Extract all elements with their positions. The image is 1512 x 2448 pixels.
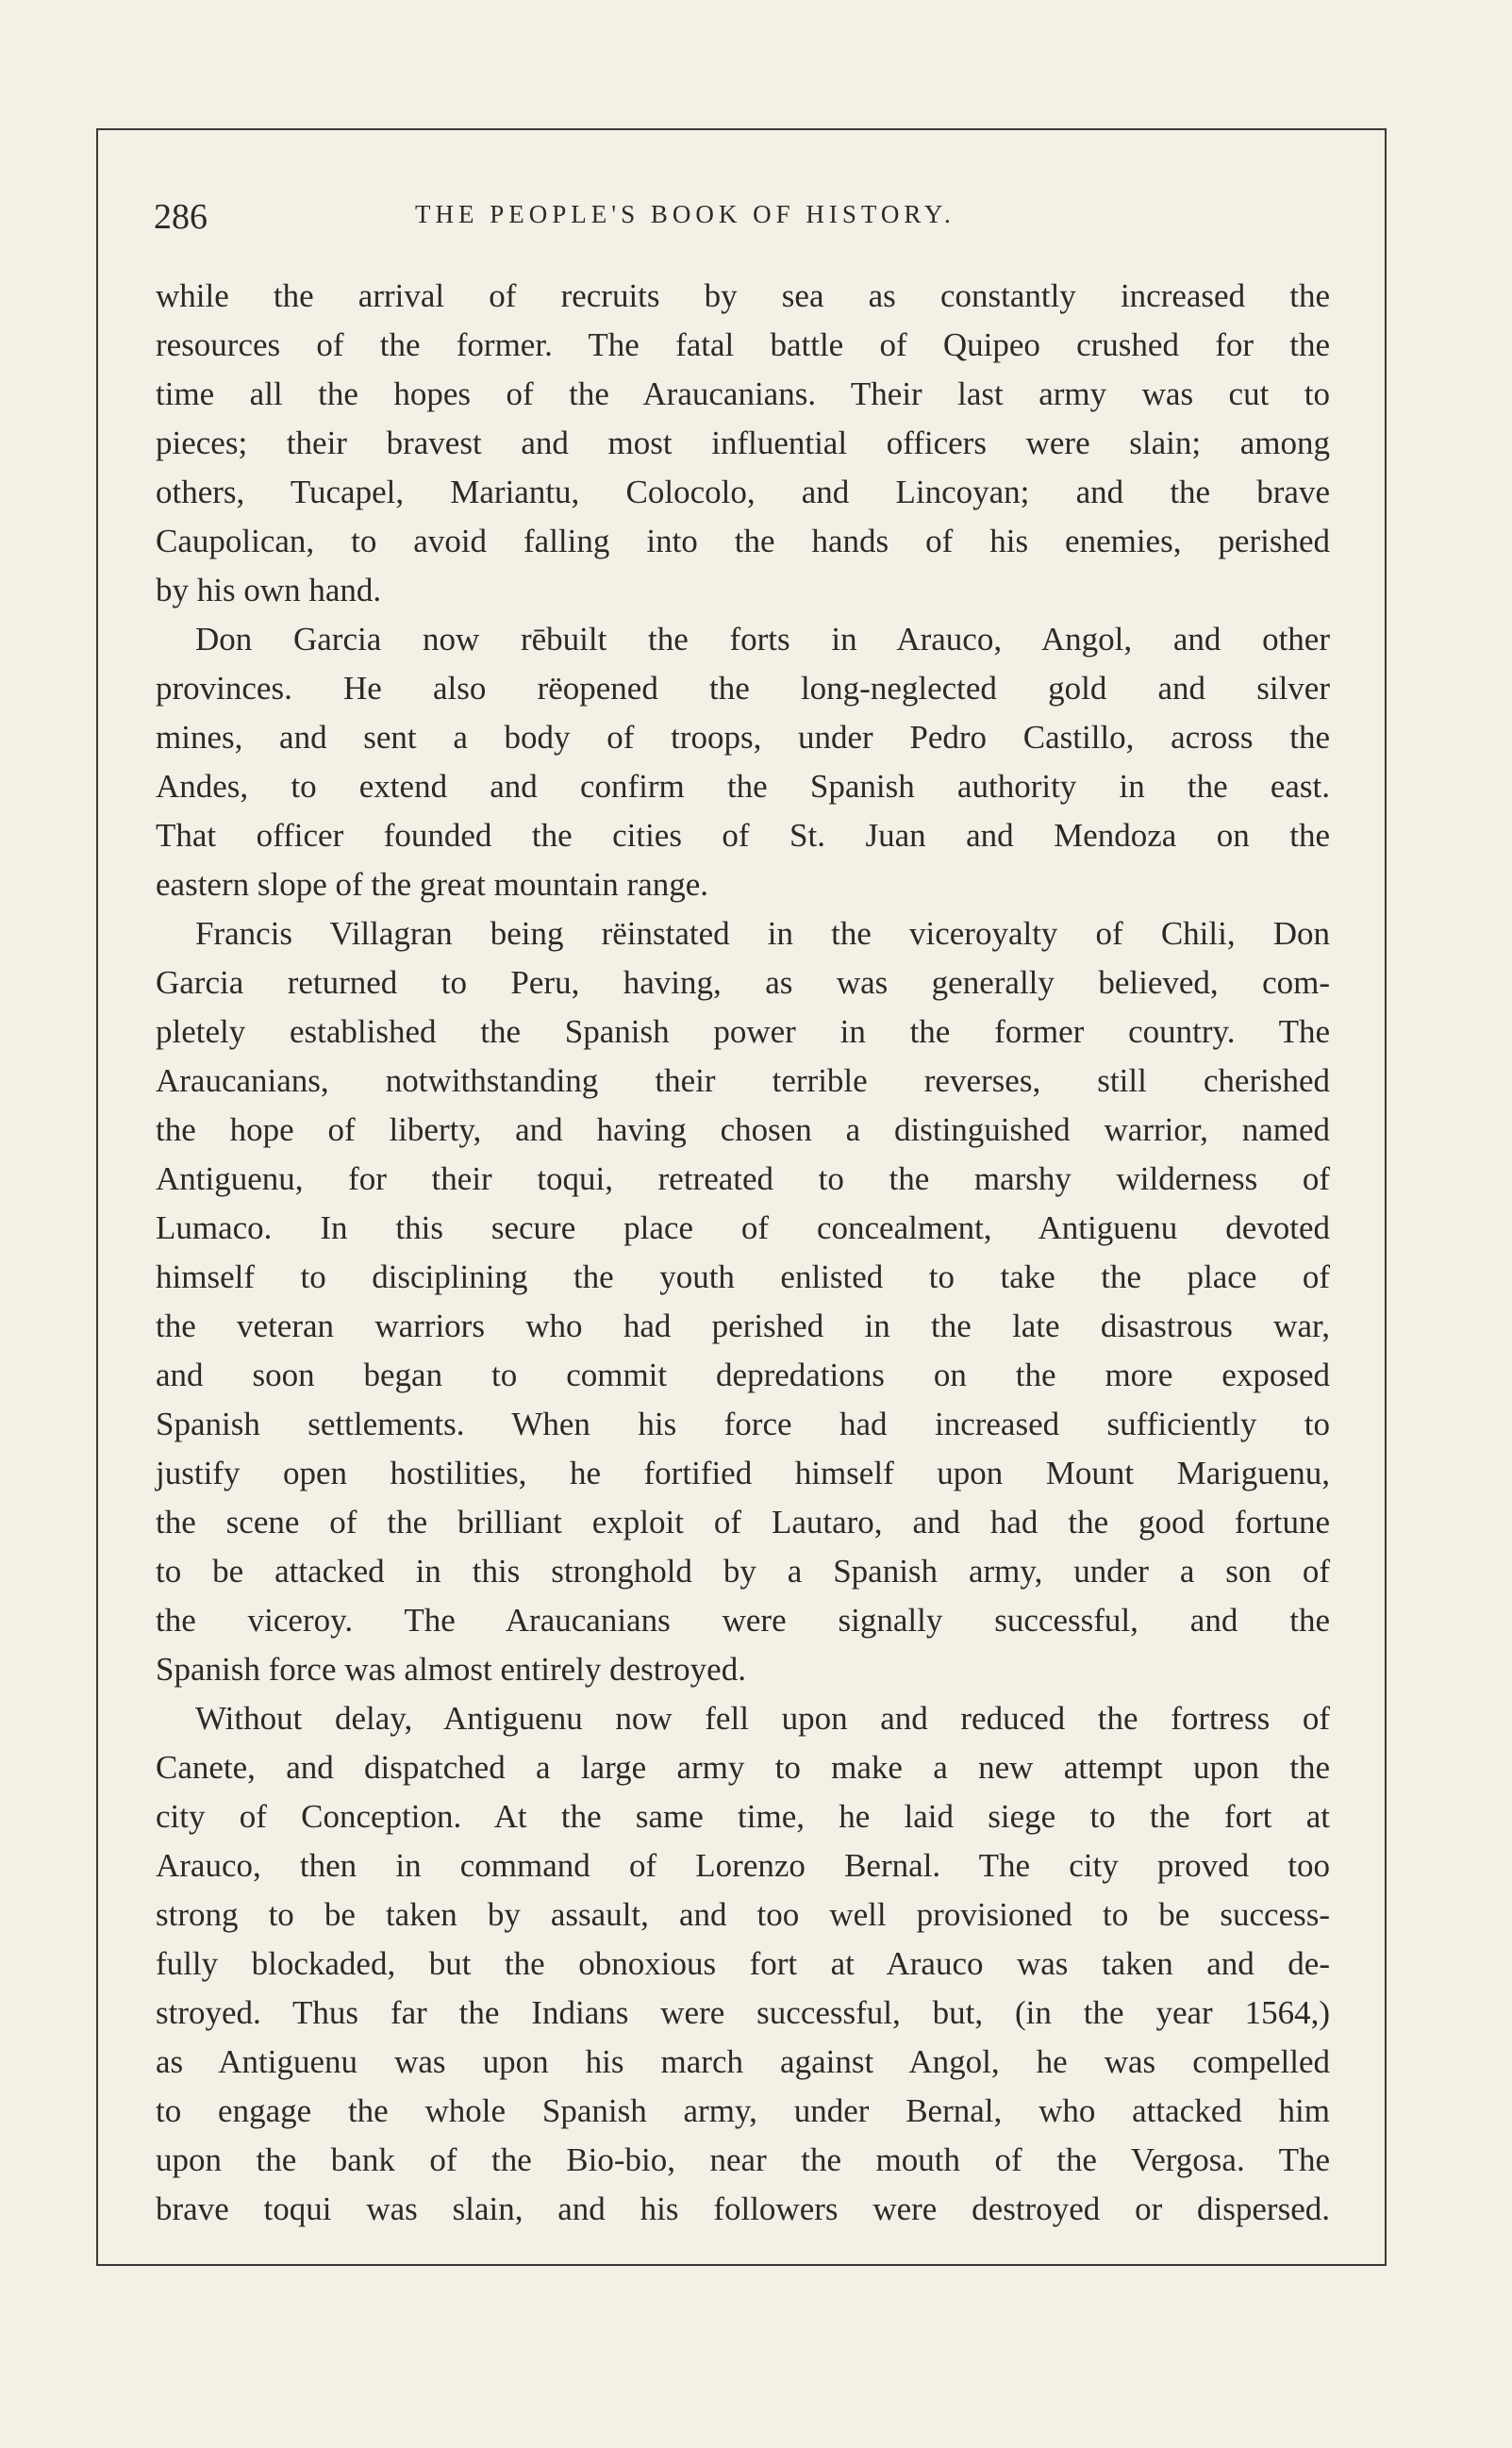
text-line: stroyed. Thus far the Indians were successful, but, (in the year 1564,) bbox=[156, 1994, 1330, 2031]
text-line: justify open hostilities, he fortified himself upon Mount Mariguenu, bbox=[156, 1455, 1330, 1491]
text-line: brave toqui was slain, and his followers were destroyed or dispersed. bbox=[156, 2190, 1330, 2227]
text-line: himself to disciplining the youth enlisted to take the place of bbox=[156, 1258, 1330, 1295]
text-line: resources of the former. The fatal battle of Quipeo crushed for the bbox=[156, 326, 1330, 363]
text-line: Araucanians, notwithstanding their terrible reverses, still cherished bbox=[156, 1062, 1330, 1099]
text-line: fully blockaded, but the obnoxious fort at Arauco was taken and de- bbox=[156, 1945, 1330, 1982]
text-line: Antiguenu, for their toqui, retreated to the marshy wilderness of bbox=[156, 1160, 1330, 1197]
text-line: to be attacked in this stronghold by a Spanish army, under a son of bbox=[156, 1553, 1330, 1590]
page-number: 286 bbox=[154, 197, 208, 237]
text-line: pletely established the Spanish power in the former country. The bbox=[156, 1013, 1330, 1050]
text-line: That officer founded the cities of St. Juan and Mendoza on the bbox=[156, 817, 1330, 854]
text-line: Caupolican, to avoid falling into the hands of his enemies, perished bbox=[156, 523, 1330, 559]
text-line: Lumaco. In this secure place of concealment, Antiguenu devoted bbox=[156, 1209, 1330, 1246]
text-line: while the arrival of recruits by sea as constantly increased the bbox=[156, 277, 1330, 314]
text-line: to engage the whole Spanish army, under Bernal, who attacked him bbox=[156, 2092, 1330, 2129]
text-line: the hope of liberty, and having chosen a distinguished warrior, named bbox=[156, 1111, 1330, 1148]
text-line: Without delay, Antiguenu now fell upon and reduced the fortress of bbox=[195, 1700, 1330, 1737]
text-line: others, Tucapel, Mariantu, Colocolo, and Lincoyan; and the brave bbox=[156, 474, 1330, 510]
text-line: the veteran warriors who had perished in the late disastrous war, bbox=[156, 1307, 1330, 1344]
text-line: Arauco, then in command of Lorenzo Bernal. The city proved too bbox=[156, 1847, 1330, 1884]
text-line: strong to be taken by assault, and too well provisioned to be success- bbox=[156, 1896, 1330, 1933]
text-line: upon the bank of the Bio-bio, near the mouth of the Vergosa. The bbox=[156, 2141, 1330, 2178]
text-line: Andes, to extend and confirm the Spanish authority in the east. bbox=[156, 768, 1330, 805]
text-line: provinces. He also rëopened the long-neglected gold and silver bbox=[156, 670, 1330, 707]
text-line: as Antiguenu was upon his march against Angol, he was compelled bbox=[156, 2043, 1330, 2080]
text-line: city of Conception. At the same time, he laid siege to the fort at bbox=[156, 1798, 1330, 1835]
text-line: eastern slope of the great mountain range. bbox=[156, 866, 709, 903]
text-line: pieces; their bravest and most influential officers were slain; among bbox=[156, 425, 1330, 461]
text-line: mines, and sent a body of troops, under Pedro Castillo, across the bbox=[156, 719, 1330, 756]
running-title: THE PEOPLE'S BOOK OF HISTORY. bbox=[415, 200, 955, 228]
text-line: Garcia returned to Peru, having, as was generally believed, com- bbox=[156, 964, 1330, 1001]
text-line: Spanish force was almost entirely destroyed. bbox=[156, 1651, 746, 1688]
text-line: and soon began to commit depredations on the more exposed bbox=[156, 1357, 1330, 1393]
text-line: time all the hopes of the Araucanians. Their last army was cut to bbox=[156, 375, 1330, 412]
text-line: the scene of the brilliant exploit of Lautaro, and had the good fortune bbox=[156, 1504, 1330, 1540]
text-line: Spanish settlements. When his force had increased sufficiently to bbox=[156, 1406, 1330, 1442]
text-line: the viceroy. The Araucanians were signally successful, and the bbox=[156, 1602, 1330, 1639]
text-line: by his own hand. bbox=[156, 572, 382, 608]
text-line: Canete, and dispatched a large army to make a new attempt upon the bbox=[156, 1749, 1330, 1786]
text-line: Francis Villagran being rëinstated in the viceroyalty of Chili, Don bbox=[195, 915, 1330, 952]
body-text bbox=[156, 272, 1330, 2234]
text-line: Don Garcia now rēbuilt the forts in Arauco, Angol, and other bbox=[195, 621, 1330, 658]
